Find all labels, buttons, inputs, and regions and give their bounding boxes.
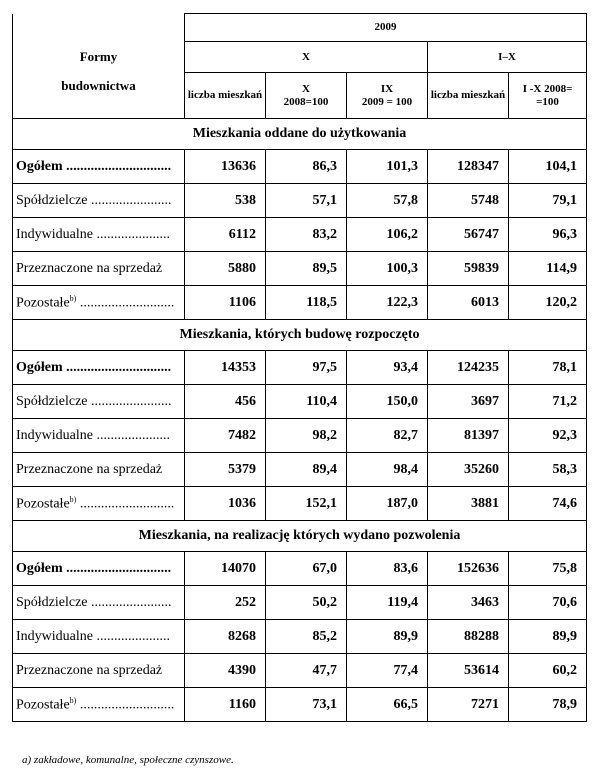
section-row	[13, 119, 587, 150]
col-header-ix-2009-line2: 2009 = 100	[361, 95, 413, 108]
value-cell: 7271	[428, 688, 509, 722]
value-cell: 3881	[428, 487, 509, 521]
forms-header-label	[13, 42, 185, 73]
value-cell: 58,3	[509, 453, 587, 487]
table-row	[13, 487, 587, 521]
value-cell: 56747	[428, 218, 509, 252]
value-cell: 119,4	[347, 586, 428, 620]
row-label: Indywidualne .....................	[16, 226, 170, 242]
row-label-cell	[13, 453, 185, 487]
value-cell: 120,2	[509, 286, 587, 320]
value-cell: 114,9	[509, 252, 587, 286]
value-cell: 92,3	[509, 419, 587, 453]
row-label: Pozostałe	[16, 697, 70, 713]
value-cell: 73,1	[266, 688, 347, 722]
value-cell: 150,0	[347, 385, 428, 419]
table-row	[13, 453, 587, 487]
section-title: Mieszkania oddane do użytkowania	[13, 119, 587, 150]
value-cell: 86,3	[266, 150, 347, 184]
value-cell: 70,6	[509, 586, 587, 620]
row-label-cell	[13, 218, 185, 252]
col-header-count-x-text: liczba mieszkań	[187, 89, 263, 101]
value-cell: 50,2	[266, 586, 347, 620]
row-label-footnote-mark: b)	[69, 695, 77, 705]
table-row	[13, 688, 587, 722]
value-cell: 89,9	[347, 620, 428, 654]
year-header: 2009	[185, 14, 587, 42]
col-header-count-ix-text: liczba mieszkań	[430, 89, 506, 101]
row-label-cell	[13, 586, 185, 620]
row-label: Indywidualne .....................	[16, 427, 170, 443]
row-label: Ogółem ..............................	[16, 560, 172, 576]
value-cell: 78,9	[509, 688, 587, 722]
housing-statistics-table	[12, 13, 587, 722]
row-label: Ogółem ..............................	[16, 158, 172, 174]
value-cell: 152636	[428, 552, 509, 586]
row-label-cell	[13, 419, 185, 453]
row-label: Spółdzielcze .......................	[16, 192, 172, 208]
footnote: a) zakładowe, komunalne, społeczne czynszowe.	[22, 754, 234, 766]
value-cell: 1106	[185, 286, 266, 320]
section-row	[13, 320, 587, 351]
col-header-ix-2008-line2: =100	[536, 95, 559, 108]
row-label: Przeznaczone na sprzedaż	[16, 662, 163, 678]
row-label-footnote-mark: b)	[69, 494, 77, 504]
value-cell: 93,4	[347, 351, 428, 385]
value-cell: 97,5	[266, 351, 347, 385]
row-label-cell	[13, 385, 185, 419]
value-cell: 57,1	[266, 184, 347, 218]
value-cell: 71,2	[509, 385, 587, 419]
row-label-cell	[13, 487, 185, 521]
section-row	[13, 521, 587, 552]
forms-header-line1: Formy	[79, 49, 118, 64]
value-cell: 128347	[428, 150, 509, 184]
col-header-count-x	[185, 73, 266, 119]
value-cell: 83,2	[266, 218, 347, 252]
table-row	[13, 419, 587, 453]
table-row	[13, 654, 587, 688]
value-cell: 101,3	[347, 150, 428, 184]
value-cell: 104,1	[509, 150, 587, 184]
value-cell: 35260	[428, 453, 509, 487]
value-cell: 152,1	[266, 487, 347, 521]
table-row	[13, 552, 587, 586]
row-label-leader: ...........................	[76, 295, 175, 311]
row-label-cell	[13, 184, 185, 218]
period-x-header: X	[185, 42, 428, 73]
row-label-cell	[13, 252, 185, 286]
value-cell: 6013	[428, 286, 509, 320]
value-cell: 4390	[185, 654, 266, 688]
col-header-x-2008-line2: 2008=100	[283, 95, 329, 108]
value-cell: 106,2	[347, 218, 428, 252]
value-cell: 5748	[428, 184, 509, 218]
value-cell: 67,0	[266, 552, 347, 586]
value-cell: 8268	[185, 620, 266, 654]
value-cell: 14353	[185, 351, 266, 385]
value-cell: 3463	[428, 586, 509, 620]
value-cell: 89,4	[266, 453, 347, 487]
col-header-ix-2009-line1: IX	[380, 82, 394, 95]
col-header-ix-2009	[347, 73, 428, 119]
value-cell: 1160	[185, 688, 266, 722]
value-cell: 456	[185, 385, 266, 419]
value-cell: 57,8	[347, 184, 428, 218]
row-label-footnote-mark: b)	[69, 293, 77, 303]
forms-header-bottom	[13, 73, 185, 119]
value-cell: 5880	[185, 252, 266, 286]
value-cell: 79,1	[509, 184, 587, 218]
value-cell: 110,4	[266, 385, 347, 419]
section-title: Mieszkania, których budowę rozpoczęto	[13, 320, 587, 351]
table-row	[13, 351, 587, 385]
table-row	[13, 184, 587, 218]
value-cell: 78,1	[509, 351, 587, 385]
table-row	[13, 150, 587, 184]
value-cell: 13636	[185, 150, 266, 184]
value-cell: 124235	[428, 351, 509, 385]
value-cell: 89,5	[266, 252, 347, 286]
row-label: Ogółem ..............................	[16, 359, 172, 375]
value-cell: 5379	[185, 453, 266, 487]
table-row	[13, 385, 587, 419]
row-label: Spółdzielcze .......................	[16, 594, 172, 610]
row-label: Pozostałe	[16, 295, 70, 311]
value-cell: 53614	[428, 654, 509, 688]
value-cell: 66,5	[347, 688, 428, 722]
value-cell: 122,3	[347, 286, 428, 320]
period-ix-header: I–X	[428, 42, 587, 73]
row-label-leader: ...........................	[76, 697, 175, 713]
value-cell: 89,9	[509, 620, 587, 654]
row-label: Przeznaczone na sprzedaż	[16, 461, 163, 477]
value-cell: 60,2	[509, 654, 587, 688]
value-cell: 77,4	[347, 654, 428, 688]
col-header-x-2008	[266, 73, 347, 119]
forms-header-top	[13, 14, 185, 42]
row-label: Przeznaczone na sprzedaż	[16, 260, 163, 276]
row-label: Pozostałe	[16, 496, 70, 512]
col-header-ix-2008-line1: I -X 2008=	[522, 82, 573, 95]
row-label-cell	[13, 351, 185, 385]
row-label-leader: ...........................	[76, 496, 175, 512]
value-cell: 81397	[428, 419, 509, 453]
table-row	[13, 218, 587, 252]
col-header-x-2008-line1: X	[302, 82, 310, 95]
row-label-cell	[13, 150, 185, 184]
value-cell: 538	[185, 184, 266, 218]
value-cell: 252	[185, 586, 266, 620]
value-cell: 85,2	[266, 620, 347, 654]
value-cell: 59839	[428, 252, 509, 286]
table-row	[13, 252, 587, 286]
value-cell: 3697	[428, 385, 509, 419]
value-cell: 88288	[428, 620, 509, 654]
value-cell: 98,2	[266, 419, 347, 453]
value-cell: 118,5	[266, 286, 347, 320]
table-row	[13, 620, 587, 654]
col-header-ix-2008	[509, 73, 587, 119]
row-label: Indywidualne .....................	[16, 628, 170, 644]
value-cell: 6112	[185, 218, 266, 252]
value-cell: 83,6	[347, 552, 428, 586]
value-cell: 187,0	[347, 487, 428, 521]
row-label-cell	[13, 654, 185, 688]
value-cell: 47,7	[266, 654, 347, 688]
row-label: Spółdzielcze .......................	[16, 393, 172, 409]
value-cell: 100,3	[347, 252, 428, 286]
section-title: Mieszkania, na realizację których wydano pozwolenia	[13, 521, 587, 552]
row-label-cell	[13, 552, 185, 586]
table-row	[13, 286, 587, 320]
value-cell: 1036	[185, 487, 266, 521]
value-cell: 82,7	[347, 419, 428, 453]
table-row	[13, 586, 587, 620]
col-header-count-ix	[428, 73, 509, 119]
value-cell: 98,4	[347, 453, 428, 487]
value-cell: 7482	[185, 419, 266, 453]
forms-header-line2: budownictwa	[61, 77, 136, 93]
row-label-cell	[13, 688, 185, 722]
value-cell: 74,6	[509, 487, 587, 521]
value-cell: 75,8	[509, 552, 587, 586]
row-label-cell	[13, 620, 185, 654]
row-label-cell	[13, 286, 185, 320]
value-cell: 14070	[185, 552, 266, 586]
value-cell: 96,3	[509, 218, 587, 252]
